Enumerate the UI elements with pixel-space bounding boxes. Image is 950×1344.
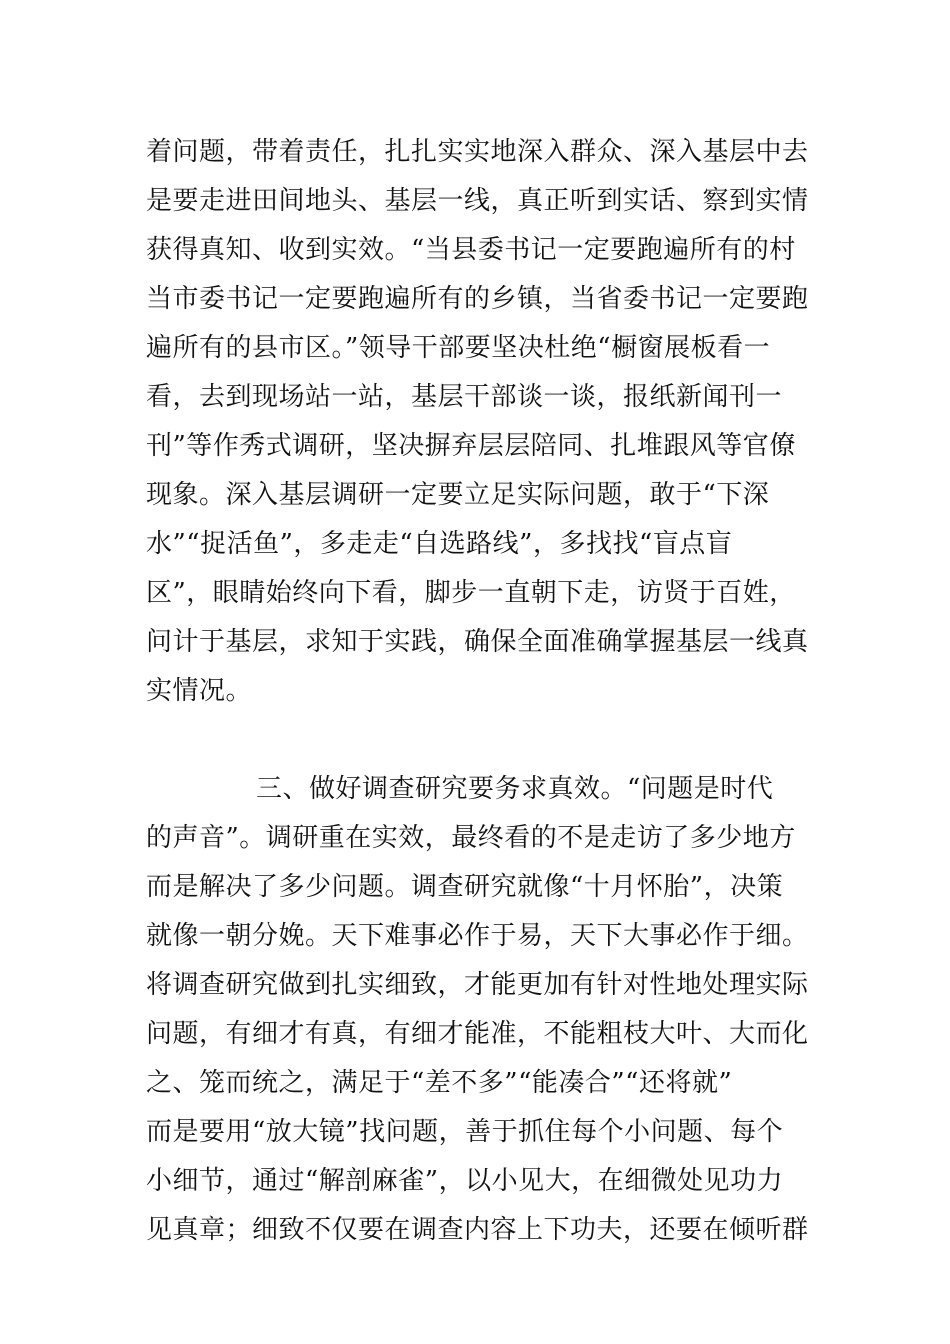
text-line: 问计于基层，求知于实践，确保全面准确掌握基层一线真 xyxy=(146,627,809,657)
text-line: 着问题，带着责任，扎扎实实地深入群众、深入基层中去 xyxy=(146,137,809,167)
text-line: 而是要用“放大镜”找问题，善于抓住每个小问题、每个 xyxy=(146,1117,784,1147)
text-line: 见真章；细致不仅要在调查内容上下功夫，还要在倾听群 xyxy=(146,1215,809,1245)
document-body xyxy=(146,128,818,1255)
text-line: 获得真知、收到实效。“当县委书记一定要跑遍所有的村 xyxy=(146,235,796,265)
text-line: 当市委书记一定要跑遍所有的乡镇，当省委书记一定要跑 xyxy=(146,284,809,314)
text-line: 区”，眼睛始终向下看，脚步一直朝下走，访贤于百姓， xyxy=(146,578,796,608)
text-line: 问题，有细才有真，有细才能准，不能粗枝大叶、大而化 xyxy=(146,1019,809,1049)
text-line: 现象。深入基层调研一定要立足实际问题，敢于“下深 xyxy=(146,480,770,510)
text-line: 之、笼而统之，满足于“差不多”“能凑合”“还将就” xyxy=(146,1068,733,1098)
text-line: 看，去到现场站一站，基层干部谈一谈，报纸新闻刊一 xyxy=(146,382,783,412)
text-line: 小细节，通过“解剖麻雀”，以小见大，在细微处见功力 xyxy=(146,1166,784,1196)
text-line: 水”“捉活鱼”，多走走“自选路线”，多找找“盲点盲 xyxy=(146,529,733,559)
text-line: 的声音”。调研重在实效，最终看的不是走访了多少地方 xyxy=(146,823,796,853)
text-line: 将调查研究做到扎实细致，才能更加有针对性地处理实际 xyxy=(146,970,809,1000)
section-heading-line: 三、做好调查研究要务求真效。“问题是时代 xyxy=(256,774,774,804)
text-line: 是要走进田间地头、基层一线，真正听到实话、察到实情 xyxy=(146,186,809,216)
text-line: 实情况。 xyxy=(146,676,253,706)
text-line: 刊”等作秀式调研，坚决摒弃层层陪同、扎堆跟风等官僚 xyxy=(146,431,796,461)
text-line: 而是解决了多少问题。调查研究就像“十月怀胎”，决策 xyxy=(146,872,784,902)
text-line: 就像一朝分娩。天下难事必作于易，天下大事必作于细。 xyxy=(146,921,809,951)
blank-line xyxy=(146,716,818,765)
text-line: 遍所有的县市区。”领导干部要坚决杜绝“橱窗展板看一 xyxy=(146,333,771,363)
